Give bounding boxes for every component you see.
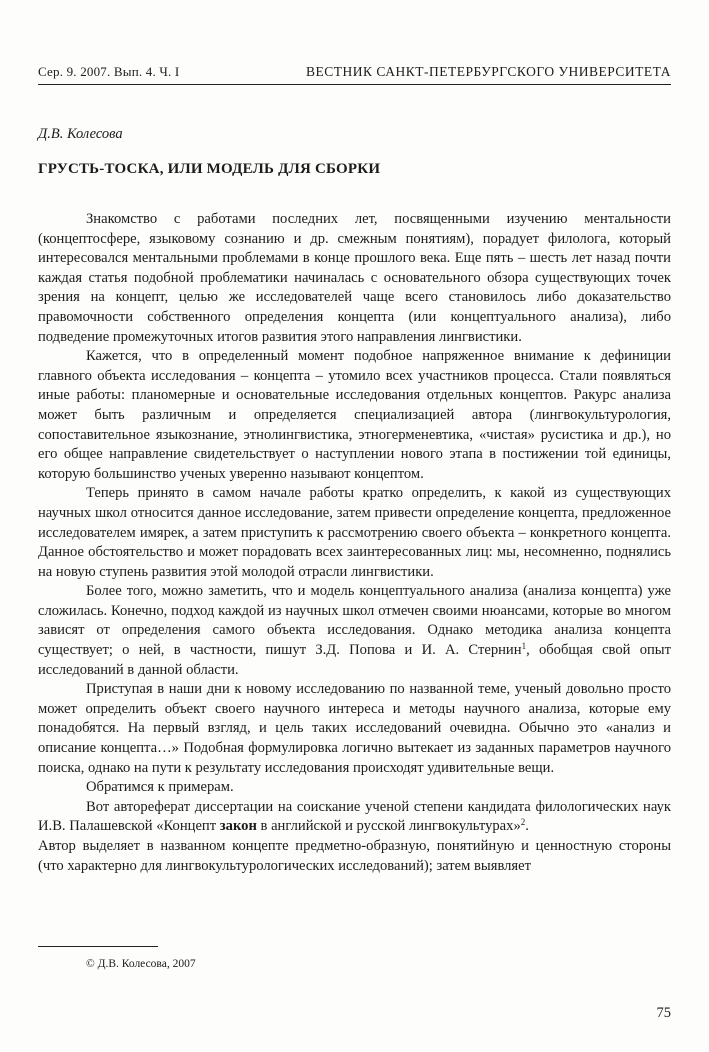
footnote-ref: 2 <box>520 817 526 828</box>
paragraph: Теперь принято в самом начале работы кратко определить, к какой из существующих научных школ относится данное исследование, затем привести определение концепта, предложенное исследователем имярек, а затем приступить к рассмотрению своего объекта – конкретного концепта. Данное обстоятельство и может порадовать всех заинтересованных лиц: мы, несомненно, поднялись на новую ступень развития этой молодой отрасли лингвистики. <box>38 485 671 580</box>
paragraph-text: Вот автореферат диссертации на соискание ученой степени кандидата филологических наук И.В. Палашевской «Концепт <box>38 798 671 835</box>
paragraph-text: , обобщая свой опыт исследований в данной области. <box>38 642 671 678</box>
bold-term: закон <box>219 818 257 835</box>
paragraph: Обратимся к примерам. <box>86 779 234 796</box>
journal-title: ВЕСТНИК САНКТ-ПЕТЕРБУРГСКОГО УНИВЕРСИТЕТА <box>306 64 671 79</box>
article-body <box>38 210 671 876</box>
paragraph: Кажется, что в определенный момент подобное напряженное внимание к дефиниции главного объекта исследования – концепта – утомило всех участников процесса. Стали появляться иные работы: планомерные и основательные исследования отдельных концептов. Ракурс анализа может быть различным и определяется специализацией автора (лингвокультурология, сопоставительное языкознание, этнолингвистика, этногерменевтика, «чистая» русистика и др.), но его общее направление свидетельствует о наступлении нового этапа в постижении той единицы, которую большинство ученых уверенно называют концептом. <box>38 348 671 482</box>
footnote-rule <box>38 946 158 947</box>
paragraph <box>38 582 671 680</box>
paragraph: Автор выделяет в названном концепте предметно-образную, понятийную и ценностную стороны (что характерно для лингвокультурологических исследований); затем выявляет <box>38 838 671 874</box>
paragraph: Вот автореферат диссертации на соискание ученой степени кандидата филологических наук И.В. Палашевской «Концепт закон в английской и русской лингвокультурах»$^2$. <box>38 798 671 835</box>
paragraph-text: в английской и русской лингвокультурах» <box>260 818 521 835</box>
paragraph-text: Более того, можно заметить, что и модель концептуального анализа (анализа концепта) уже сложилась. Конечно, подход каждой из научных школ отмечен своими нюансами, которые во многом зависят от определения самого объекта исследования. Однако методика анализа концепта существует; о ней, в частности, пишут З.Д. Попова и И. А. Стернин <box>38 583 671 659</box>
article-title: ГРУСТЬ-ТОСКА, ИЛИ МОДЕЛЬ ДЛЯ СБОРКИ <box>38 161 381 177</box>
journal-page <box>38 0 671 1052</box>
series-info: Сер. 9. 2007. Вып. 4. Ч. I <box>38 64 180 79</box>
header-rule <box>38 84 671 85</box>
running-header <box>38 64 671 80</box>
page-number: 75 <box>656 1005 671 1021</box>
article-author: Д.В. Колесова <box>38 126 123 142</box>
paragraph: Приступая в наши дни к новому исследованию по названной теме, ученый довольно просто может определить объект своего научного интереса и методы научного анализа, которые ему понадобятся. На первый взгляд, и цель таких исследований очевидна. Обычно это «анализ и описание концепта…» Подобная формулировка логично вытекает из заданных параметров научного поиска, однако на пути к результату исследования происходят удивительные вещи. <box>38 681 671 776</box>
paragraph: Знакомство с работами последних лет, посвященными изучению ментальности (концептосфере, языковому сознанию и др. смежным понятиям), порадует филолога, который интересовался ментальными проблемами в конце прошлого века. Еще пять – шесть лет назад почти каждая статья подобной проблематики начиналась с основательного обзора существующих точек зрения на концепт, целью же исследователей чаще всего становилось либо доказательство правомочности собственного определения концепта (или концептуального анализа), либо подведение промежуточных итогов развития этого направления лингвистики. <box>38 211 671 345</box>
footnote-ref: 1 <box>521 641 527 652</box>
copyright-footnote: © Д.В. Колесова, 2007 <box>86 958 196 970</box>
